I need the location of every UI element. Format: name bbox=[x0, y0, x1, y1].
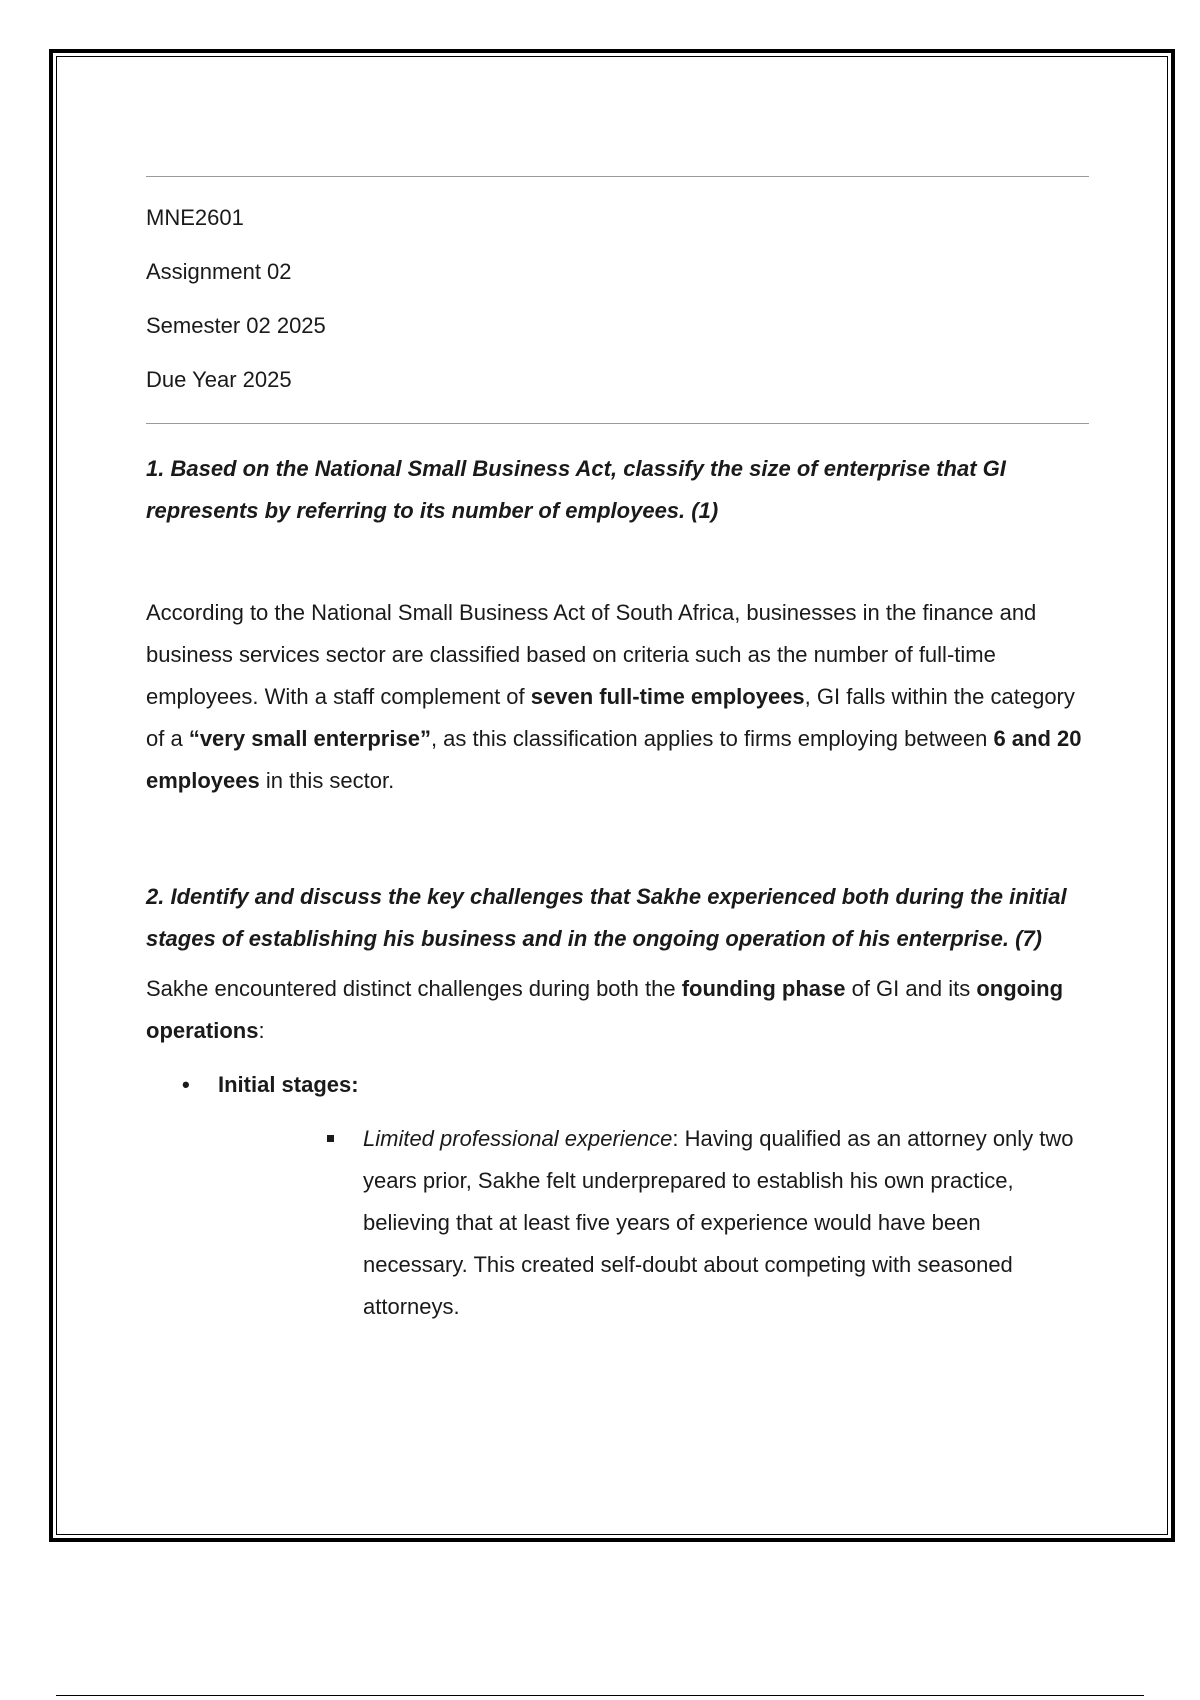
header-bottom-rule bbox=[146, 423, 1089, 424]
challenges-list bbox=[146, 1064, 1089, 1328]
square-bullet-icon bbox=[327, 1135, 334, 1142]
question-1-heading: 1. Based on the National Small Business Act, classify the size of enterprise that GI represents by referring to its number of employees. (1) bbox=[146, 456, 1006, 523]
sub-list-item bbox=[218, 1118, 1089, 1328]
answer-1-text-c: , as this classification applies to firms employing between bbox=[430, 726, 994, 751]
sub-item-text: : Having qualified as an attorney only two years prior, Sakhe felt underprepared to establish his own practice, believing that at least five years of experience would have been necessary. This created self-doubt about competing with seasoned attorneys. bbox=[363, 1126, 1074, 1319]
due-label: Due Year 2025 bbox=[146, 367, 292, 392]
course-code: MNE2601 bbox=[146, 205, 244, 230]
bullet-dot-icon: • bbox=[182, 1072, 190, 1097]
answer-1-bold-a: seven full-time employees bbox=[530, 684, 805, 709]
answer-1-text-d: in this sector. bbox=[259, 768, 395, 793]
intro-bold-a: founding phase bbox=[681, 976, 846, 1001]
question-2-heading: 2. Identify and discuss the key challenges that Sakhe experienced both during the initial stages of establishing his business and in the ongoing operation of his enterprise. (7) bbox=[146, 884, 1067, 951]
answer-1-bold-c: 6 and 20 employees bbox=[146, 726, 1082, 793]
intro-text-a: Sakhe encountered distinct challenges during both the bbox=[146, 976, 682, 1001]
bullet-label: Initial stages: bbox=[218, 1072, 359, 1097]
answer-1-text-b: , GI falls within the category of a bbox=[146, 684, 1075, 751]
answer-1-bold-b: “very small enterprise” bbox=[188, 726, 431, 751]
assignment-label: Assignment 02 bbox=[146, 259, 292, 284]
list-item bbox=[146, 1064, 1089, 1328]
intro-bold-b: ongoing operations bbox=[146, 976, 1064, 1043]
document-content bbox=[146, 176, 1089, 1328]
question-2-intro bbox=[146, 968, 1089, 1052]
footer-rule bbox=[56, 1695, 1144, 1696]
intro-text-b: of GI and its bbox=[845, 976, 977, 1001]
sub-list bbox=[218, 1118, 1089, 1328]
sub-item-title: Limited professional experience bbox=[363, 1126, 673, 1151]
semester-label: Semester 02 2025 bbox=[146, 313, 326, 338]
intro-text-c: : bbox=[258, 1018, 265, 1043]
header-top-rule bbox=[146, 176, 1089, 177]
question-1-answer bbox=[146, 592, 1089, 802]
answer-1-text-a: According to the National Small Business Act of South Africa, businesses in the finance and business services sector are classified based on criteria such as the number of full-time employees. With a staff complement of bbox=[146, 600, 1037, 709]
